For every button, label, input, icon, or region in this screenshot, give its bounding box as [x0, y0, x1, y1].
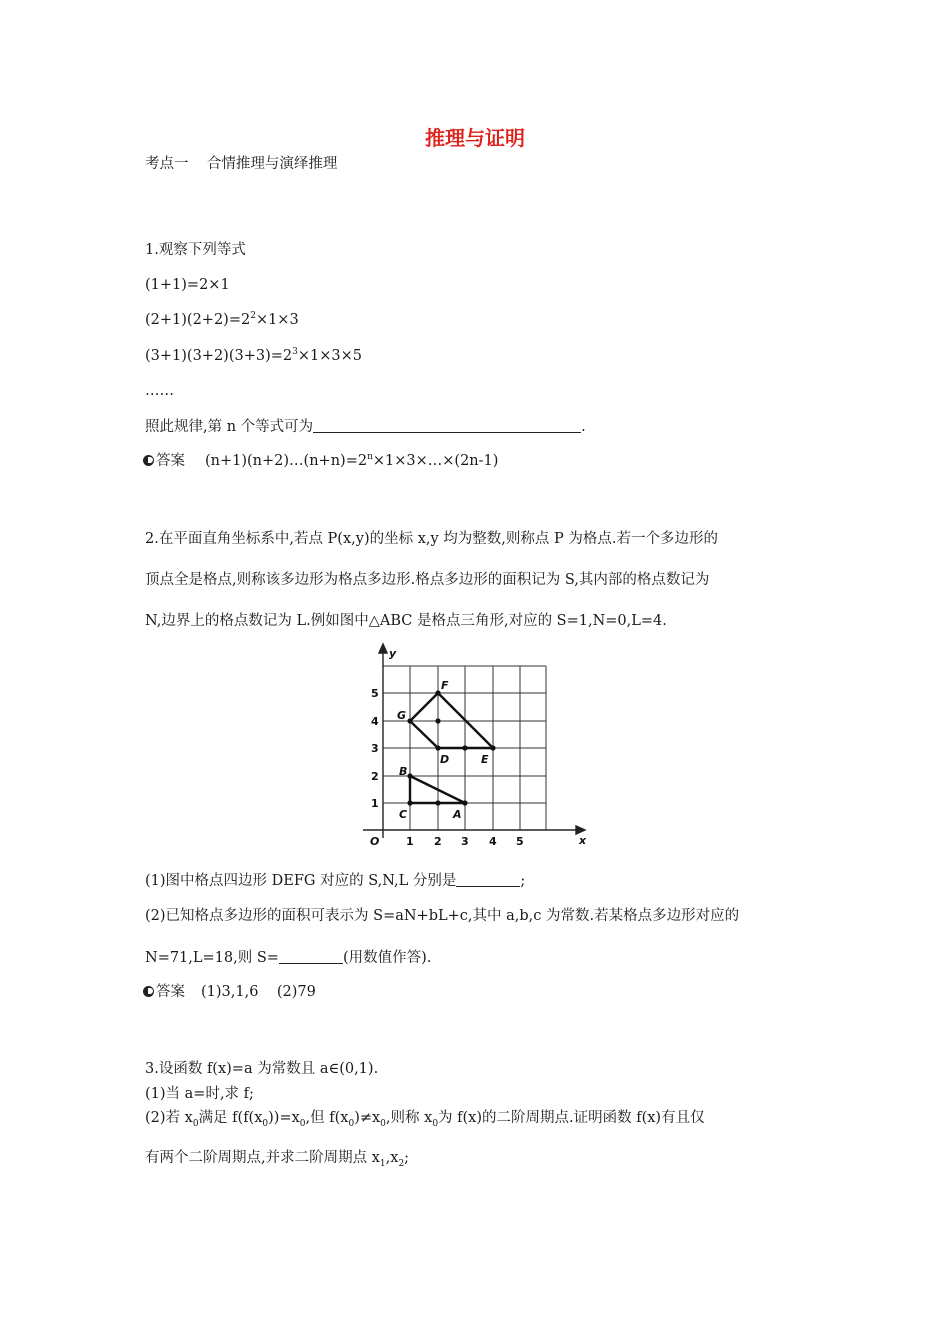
point-interior [435, 718, 440, 723]
point-C [407, 800, 412, 805]
x-tick-5: 5 [516, 835, 524, 848]
q2-line2: 顶点全是格点,则称该多边形为格点多边形.格点多边形的面积记为 S,其内部的格点数记为 [145, 572, 710, 588]
point-A [462, 800, 467, 805]
q1-answer-blank[interactable] [313, 417, 581, 433]
label-C: C [399, 808, 408, 821]
y-tick-5: 5 [371, 687, 379, 700]
q2-line3: N,边界上的格点数记为 L.例如图中△ABC 是格点三角形,对应的 S=1,N=0,L=4. [145, 613, 667, 629]
page-title: 推理与证明 [425, 126, 525, 150]
point-2-1 [435, 800, 440, 805]
label-B: B [399, 765, 408, 778]
axes [363, 644, 585, 838]
q2-line1: 2.在平面直角坐标系中,若点 P(x,y)的坐标 x,y 均为整数,则称点 P 为格点.若一个多边形的 [145, 531, 718, 547]
label-E: E [481, 753, 489, 766]
q2-part2-line2: N=71,L=18,则 S= (用数值作答). [145, 950, 432, 966]
q1-eq3: $(3+1)(3+2)(3+3)=2^3\times 1\times 3\times 5$ [145, 347, 362, 364]
q2-part1: (1)图中格点四边形 DEFG 对应的 S,N,L 分别是 ; [145, 873, 526, 889]
x-tick-4: 4 [489, 835, 497, 848]
q3-line2: (1)当 a=时,求 f; [145, 1086, 254, 1102]
q2-part2-line1: (2)已知格点多边形的面积可表示为 S=aN+bL+c,其中 a,b,c 为常数.若某格点多边形对应的 [145, 908, 740, 924]
q3-line4: 有两个二阶周期点,并求二阶周期点 $x_1,x_2$; [145, 1150, 410, 1169]
q2-part1-blank[interactable] [456, 871, 520, 887]
point-F [435, 690, 440, 695]
lattice-figure [355, 640, 605, 855]
y-axis-label: y [389, 647, 397, 660]
label-G: G [397, 709, 407, 722]
y-tick-1: 1 [371, 797, 379, 810]
q3-line3: (2)若 $x_0$满足 $f(f(x_0))=x_0$,但 $f(x_0)\ne x_0$,则称 $x_0$为 f(x)的二阶周期点.证明函数 f(x)有且仅 [145, 1110, 705, 1129]
point-B [407, 773, 412, 778]
q1-eq1: (1+1)=2×1 [145, 277, 230, 293]
y-tick-4: 4 [371, 715, 379, 728]
x-tick-3: 3 [461, 835, 469, 848]
x-tick-2: 2 [434, 835, 442, 848]
y-tick-3: 3 [371, 742, 379, 755]
q1-ellipsis: …… [145, 383, 174, 399]
q3-line1: 3.设函数 f(x)=a 为常数且 a∈(0,1). [145, 1061, 379, 1077]
x-axis-label: x [579, 834, 587, 847]
label-F: F [441, 679, 449, 692]
point-3-3 [462, 745, 467, 750]
x-axis-arrow [576, 826, 585, 834]
label-A: A [453, 808, 462, 821]
point-E [490, 745, 495, 750]
origin-label: O [370, 835, 380, 848]
section-heading: 考点一 合情推理与演绎推理 [145, 156, 338, 172]
x-tick-1: 1 [406, 835, 414, 848]
y-axis-arrow [379, 644, 387, 653]
q1-eq2: $(2+1)(2+2)=2^2\times 1\times 3$ [145, 311, 299, 328]
q2-answer: 答案 (1)3,1,6 (2)79 [143, 982, 316, 1002]
label-D: D [440, 753, 450, 766]
q2-part2-blank[interactable] [279, 948, 343, 964]
answer-icon [143, 986, 154, 997]
point-D [435, 745, 440, 750]
q1-question: 照此规律,第 n 个等式可为 . [145, 419, 586, 435]
y-tick-2: 2 [371, 770, 379, 783]
point-G [407, 718, 412, 723]
q1-answer: 答案 $(n+1)(n+2)\dots(n+n)=2^n\times 1\times 3\times\dots\times(2n-1)$ [143, 451, 498, 471]
answer-icon [143, 455, 154, 466]
q1-stem: 1.观察下列等式 [145, 242, 246, 258]
